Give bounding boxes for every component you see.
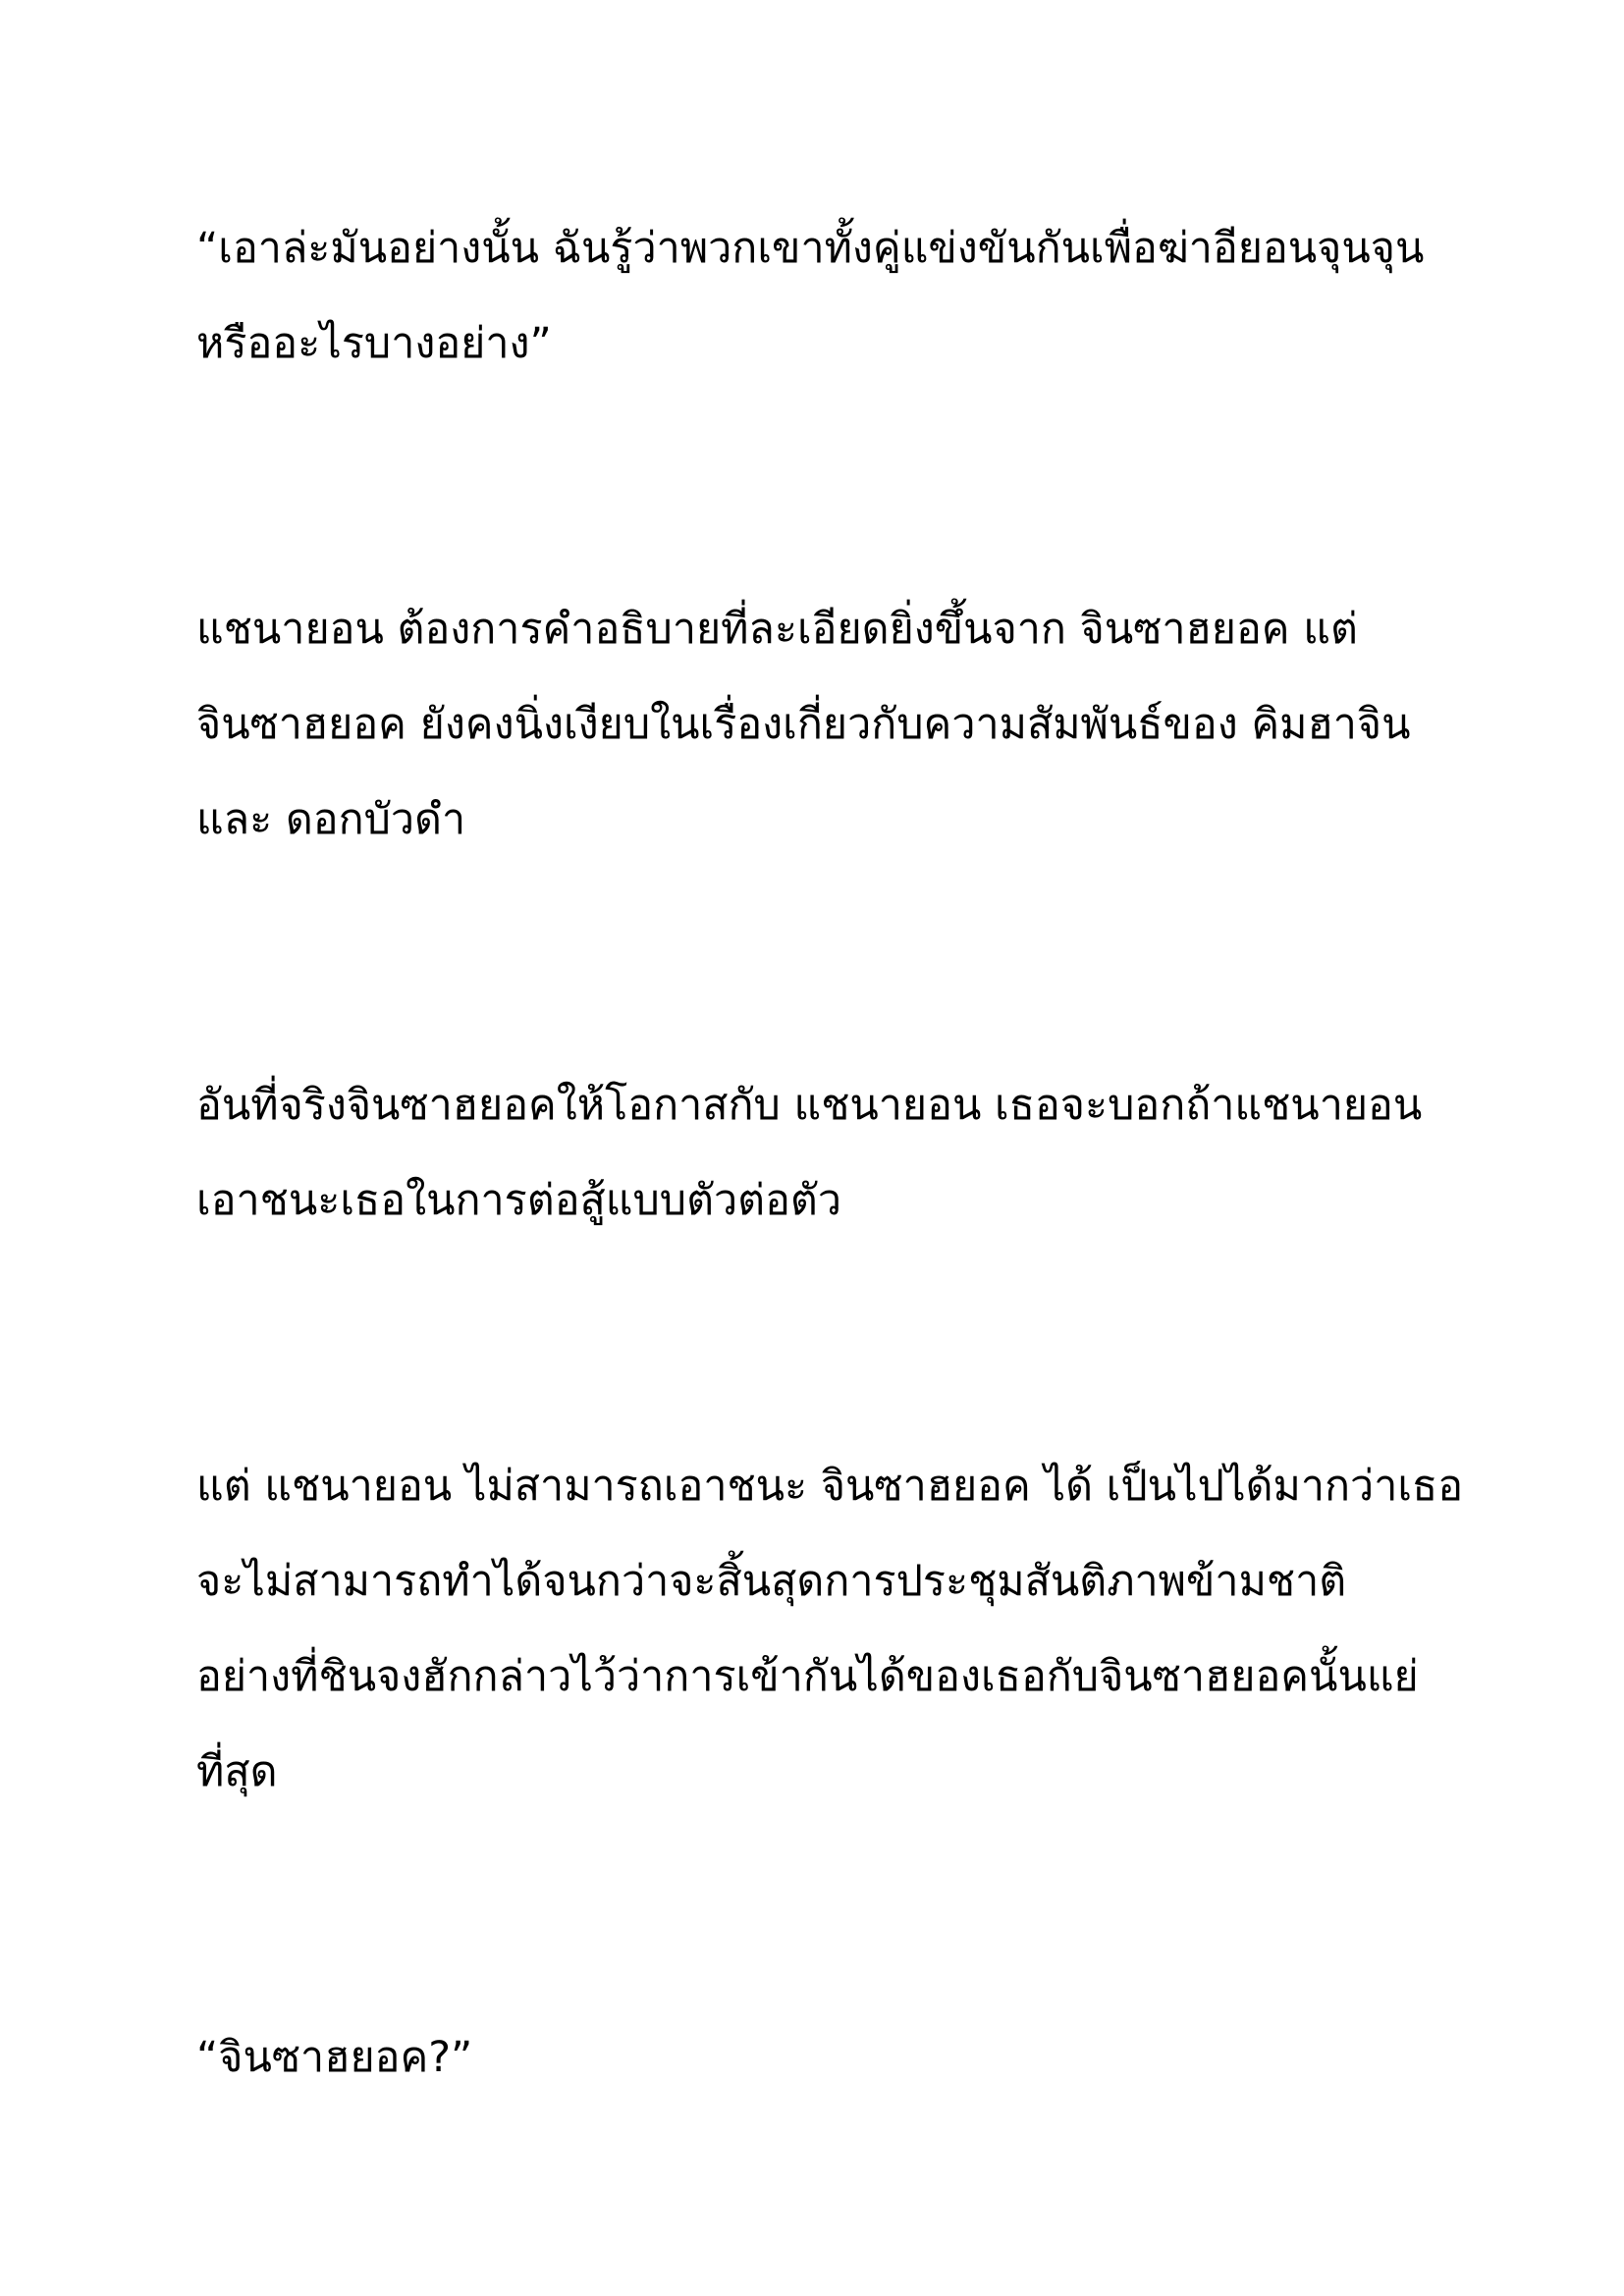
text-line: แต่ แชนายอน ไม่สามารถเอาชนะ จินซาฮยอค ได้ เป็นไปได้มากว่าเธอ [196, 1462, 1464, 1511]
text-line: ที่สุด [196, 1747, 278, 1796]
paragraph-3 [196, 1058, 1463, 1249]
text-line: “เอาล่ะมันอย่างนั้น ฉันรู้ว่าพวกเขาทั้งคู่แข่งขันกันเพื่อฆ่าอียอนจุนจุน [196, 224, 1425, 273]
text-line: แชนายอน ต้องการคำอธิบายที่ละเอียดยิ่งขึ้นจาก จินซาฮยอค แต่ [196, 605, 1358, 654]
paragraph-4 [196, 1439, 1463, 1820]
text-line: “จินซาฮยอค?” [196, 2033, 473, 2082]
paragraph-gap [196, 1820, 1463, 2010]
text-line: อันที่จริงจินซาฮยอคให้โอกาสกับ แชนายอน เธอจะบอกถ้าแชนายอน [196, 1081, 1423, 1130]
text-line: เอาชนะเธอในการต่อสู้แบบตัวต่อตัว [196, 1176, 841, 1225]
text-line: หรืออะไรบางอย่าง” [196, 319, 552, 368]
text-line: และ ดอกบัวดำ [196, 795, 466, 844]
document-body [196, 201, 1463, 2106]
paragraph-5 [196, 2010, 1463, 2106]
text-line: จินซาฮยอค ยังคงนิ่งเงียบในเรื่องเกี่ยวกับความสัมพันธ์ของ คิมฮาจิน [196, 700, 1411, 749]
text-line: จะไม่สามารถทำได้จนกว่าจะสิ้นสุดการประชุมสันติภาพข้ามชาติ [196, 1557, 1347, 1606]
paragraph-2 [196, 582, 1463, 868]
paragraph-gap [196, 1249, 1463, 1439]
paragraph-1 [196, 201, 1463, 392]
text-line: อย่างที่ชินจงฮักกล่าวไว้ว่าการเข้ากันได้ของเธอกับจินซาฮยอคนั้นแย่ [196, 1652, 1419, 1701]
paragraph-gap [196, 868, 1463, 1058]
paragraph-gap [196, 392, 1463, 582]
